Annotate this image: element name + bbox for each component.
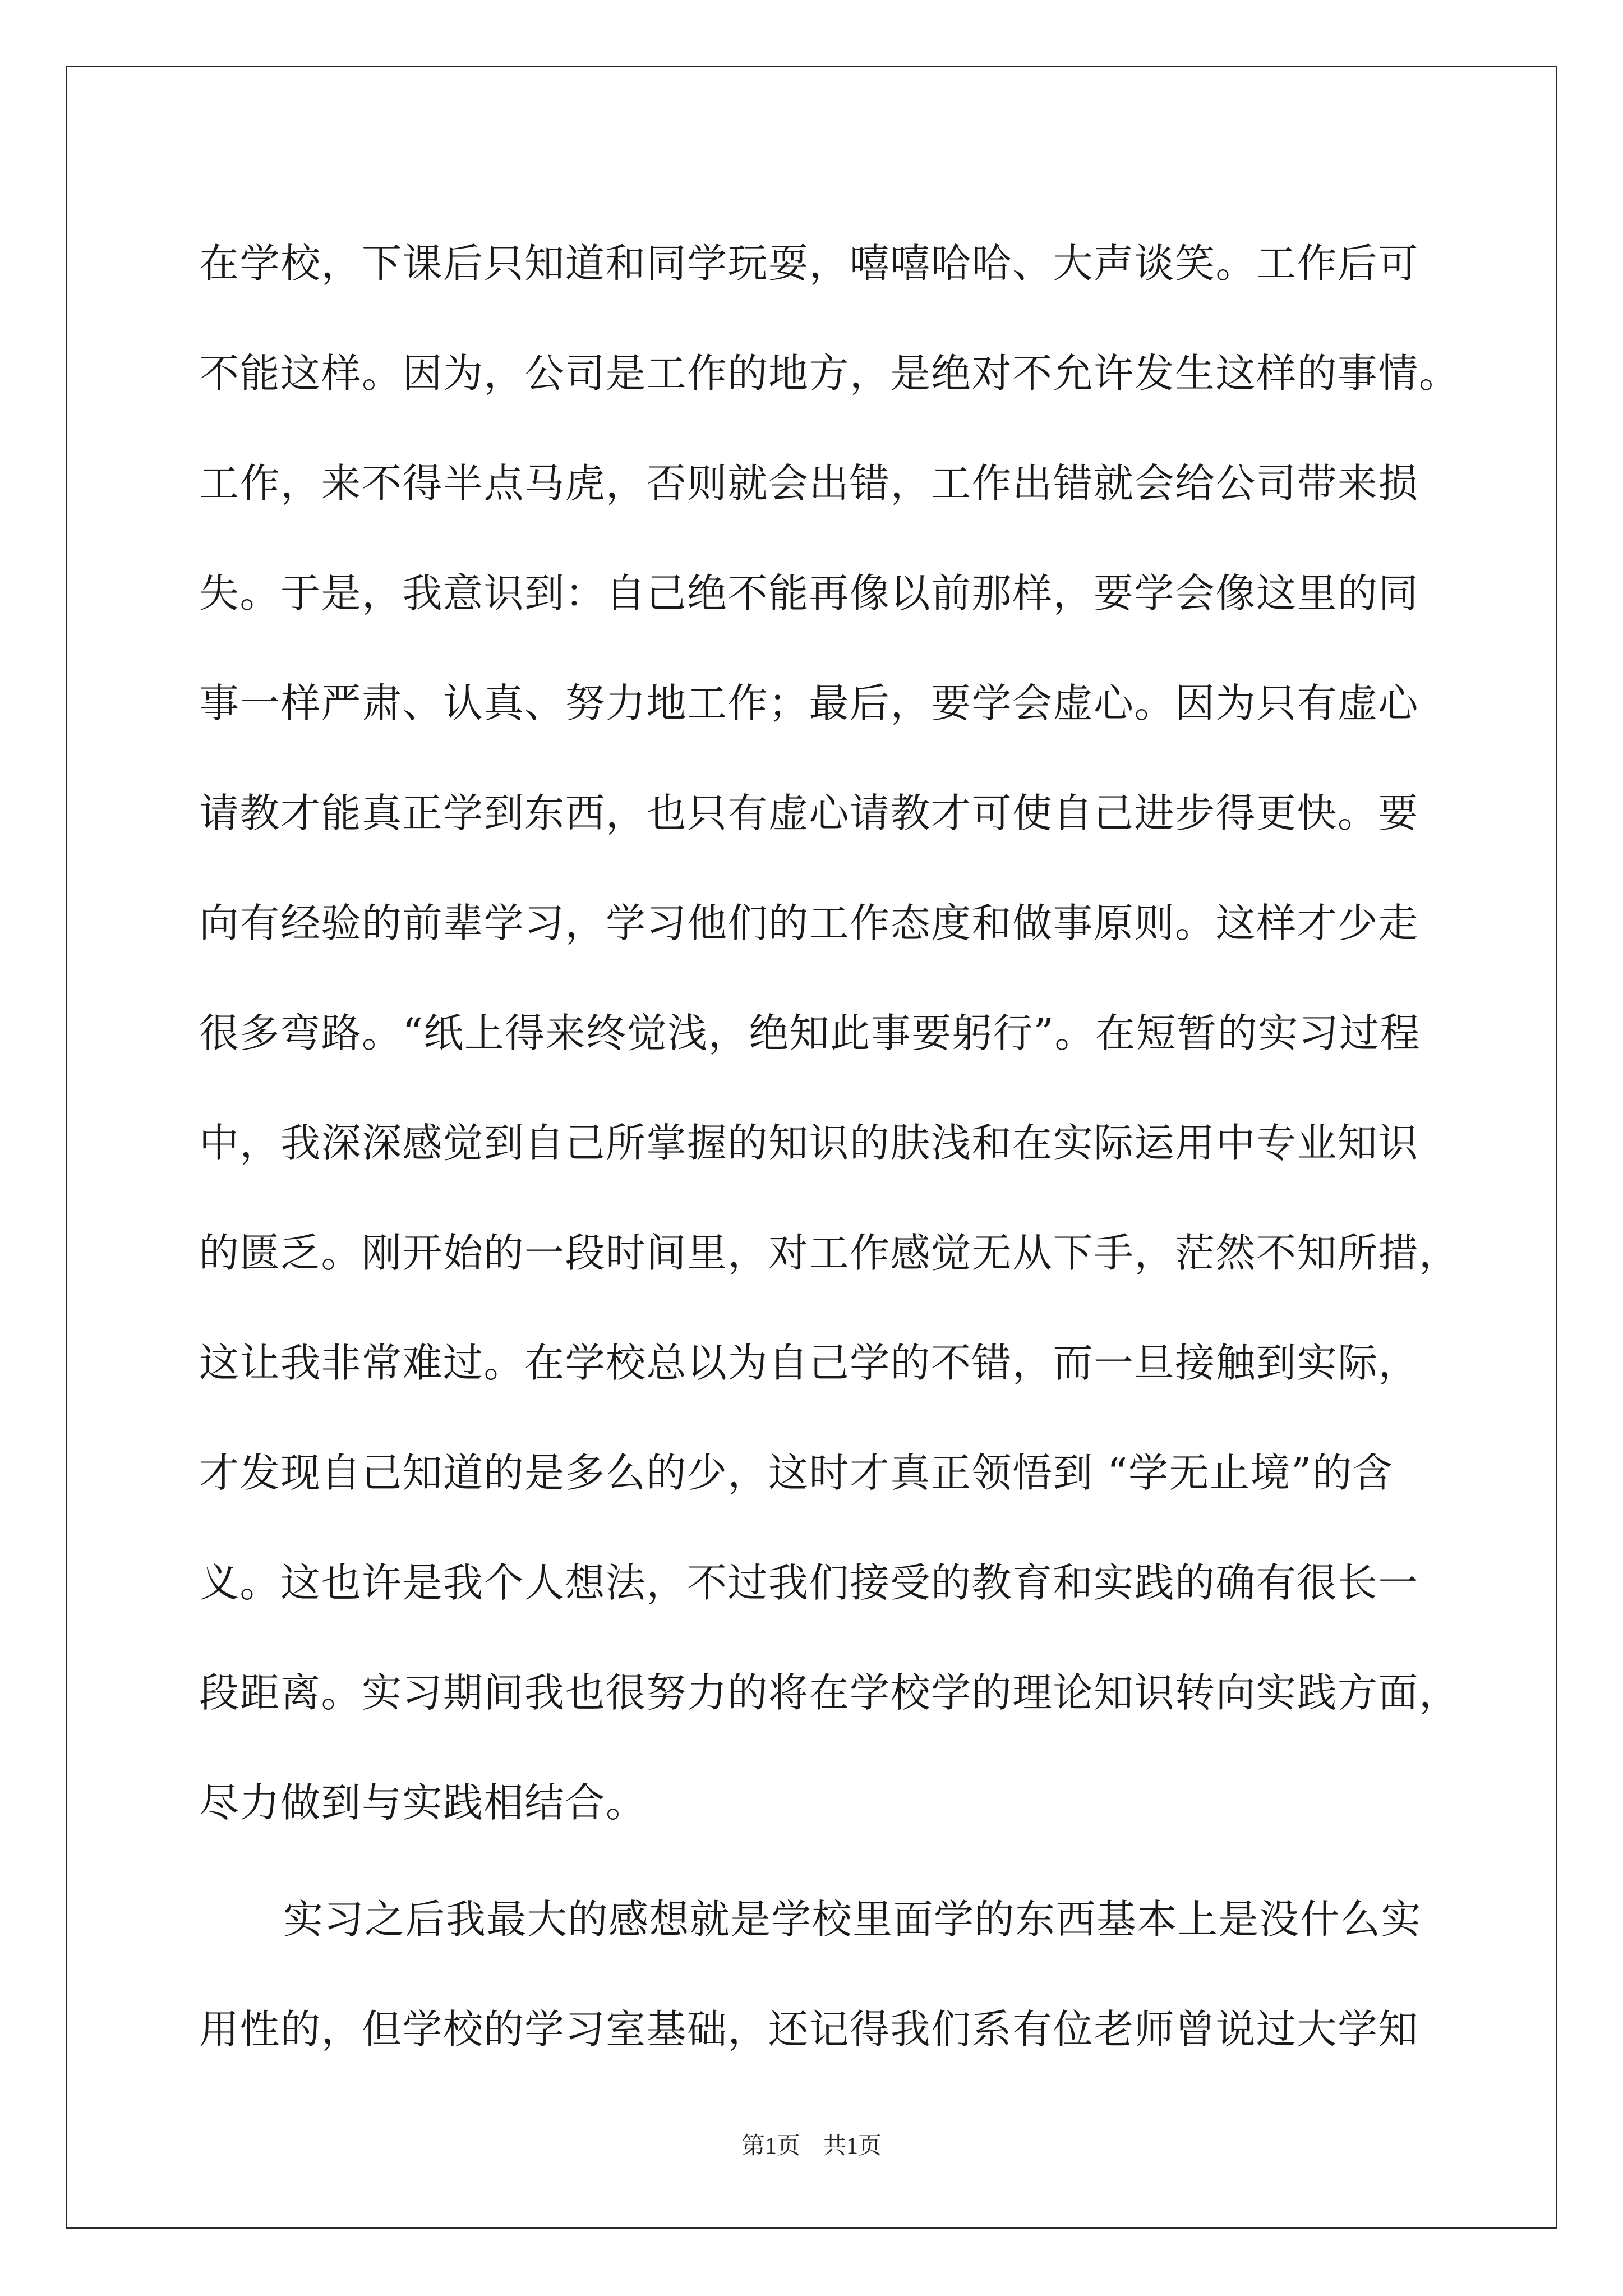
- text-line: 义。这也许是我个人想法，不过我们接受的教育和实践的确有很长一: [199, 1559, 1419, 1606]
- page-number: 第1页: [741, 2133, 800, 2159]
- text-line: 用性的，但学校的学习室基础，还记得我们系有位老师曾说过大学知: [199, 2006, 1419, 2053]
- text-line: 这让我非常难过。在学校总以为自己学的不错，而一旦接触到实际，: [199, 1340, 1419, 1386]
- paragraph: [199, 1865, 1427, 2085]
- text-line: 在学校，下课后只知道和同学玩耍，嘻嘻哈哈、大声谈笑。工作后可: [199, 240, 1419, 287]
- text-line: 才发现自己知道的是多么的少，这时才真正领悟到 “学无止境”的含: [199, 1450, 1394, 1496]
- page-total: 共1页: [823, 2133, 882, 2159]
- text-line: 很多弯路。“纸上得来终觉浅，绝知此事要躬行”。在短暂的实习过程: [199, 1010, 1421, 1056]
- paragraph: [199, 209, 1460, 1858]
- text-line: 向有经验的前辈学习，学习他们的工作态度和做事原则。这样才少走: [199, 900, 1419, 946]
- text-line: 工作，来不得半点马虎，否则就会出错，工作出错就会给公司带来损: [199, 460, 1419, 507]
- text-line: 失。于是，我意识到：自己绝不能再像以前那样，要学会像这里的同: [199, 570, 1419, 616]
- text-line: 不能这样。因为，公司是工作的地方，是绝对不允许发生这样的事情。: [199, 350, 1460, 397]
- text-line: 事一样严肃、认真、努力地工作；最后，要学会虚心。因为只有虚心: [199, 680, 1419, 726]
- text-line: 中，我深深感觉到自己所掌握的知识的肤浅和在实际运用中专业知识: [199, 1120, 1419, 1166]
- text-line: 尽力做到与实践相结合。: [199, 1779, 647, 1826]
- text-line: 段距离。实习期间我也很努力的将在学校学的理论知识转向实践方面，: [199, 1669, 1460, 1716]
- text-line: 请教才能真正学到东西，也只有虚心请教才可使自己进步得更快。要: [199, 790, 1419, 836]
- text-line: 实习之后我最大的感想就是学校里面学的东西基本上是没什么实: [283, 1896, 1422, 1943]
- page-footer: [0, 2127, 1623, 2161]
- text-line: 的匮乏。刚开始的一段时间里，对工作感觉无从下手，茫然不知所措，: [199, 1230, 1460, 1276]
- document-body: [199, 209, 1460, 2085]
